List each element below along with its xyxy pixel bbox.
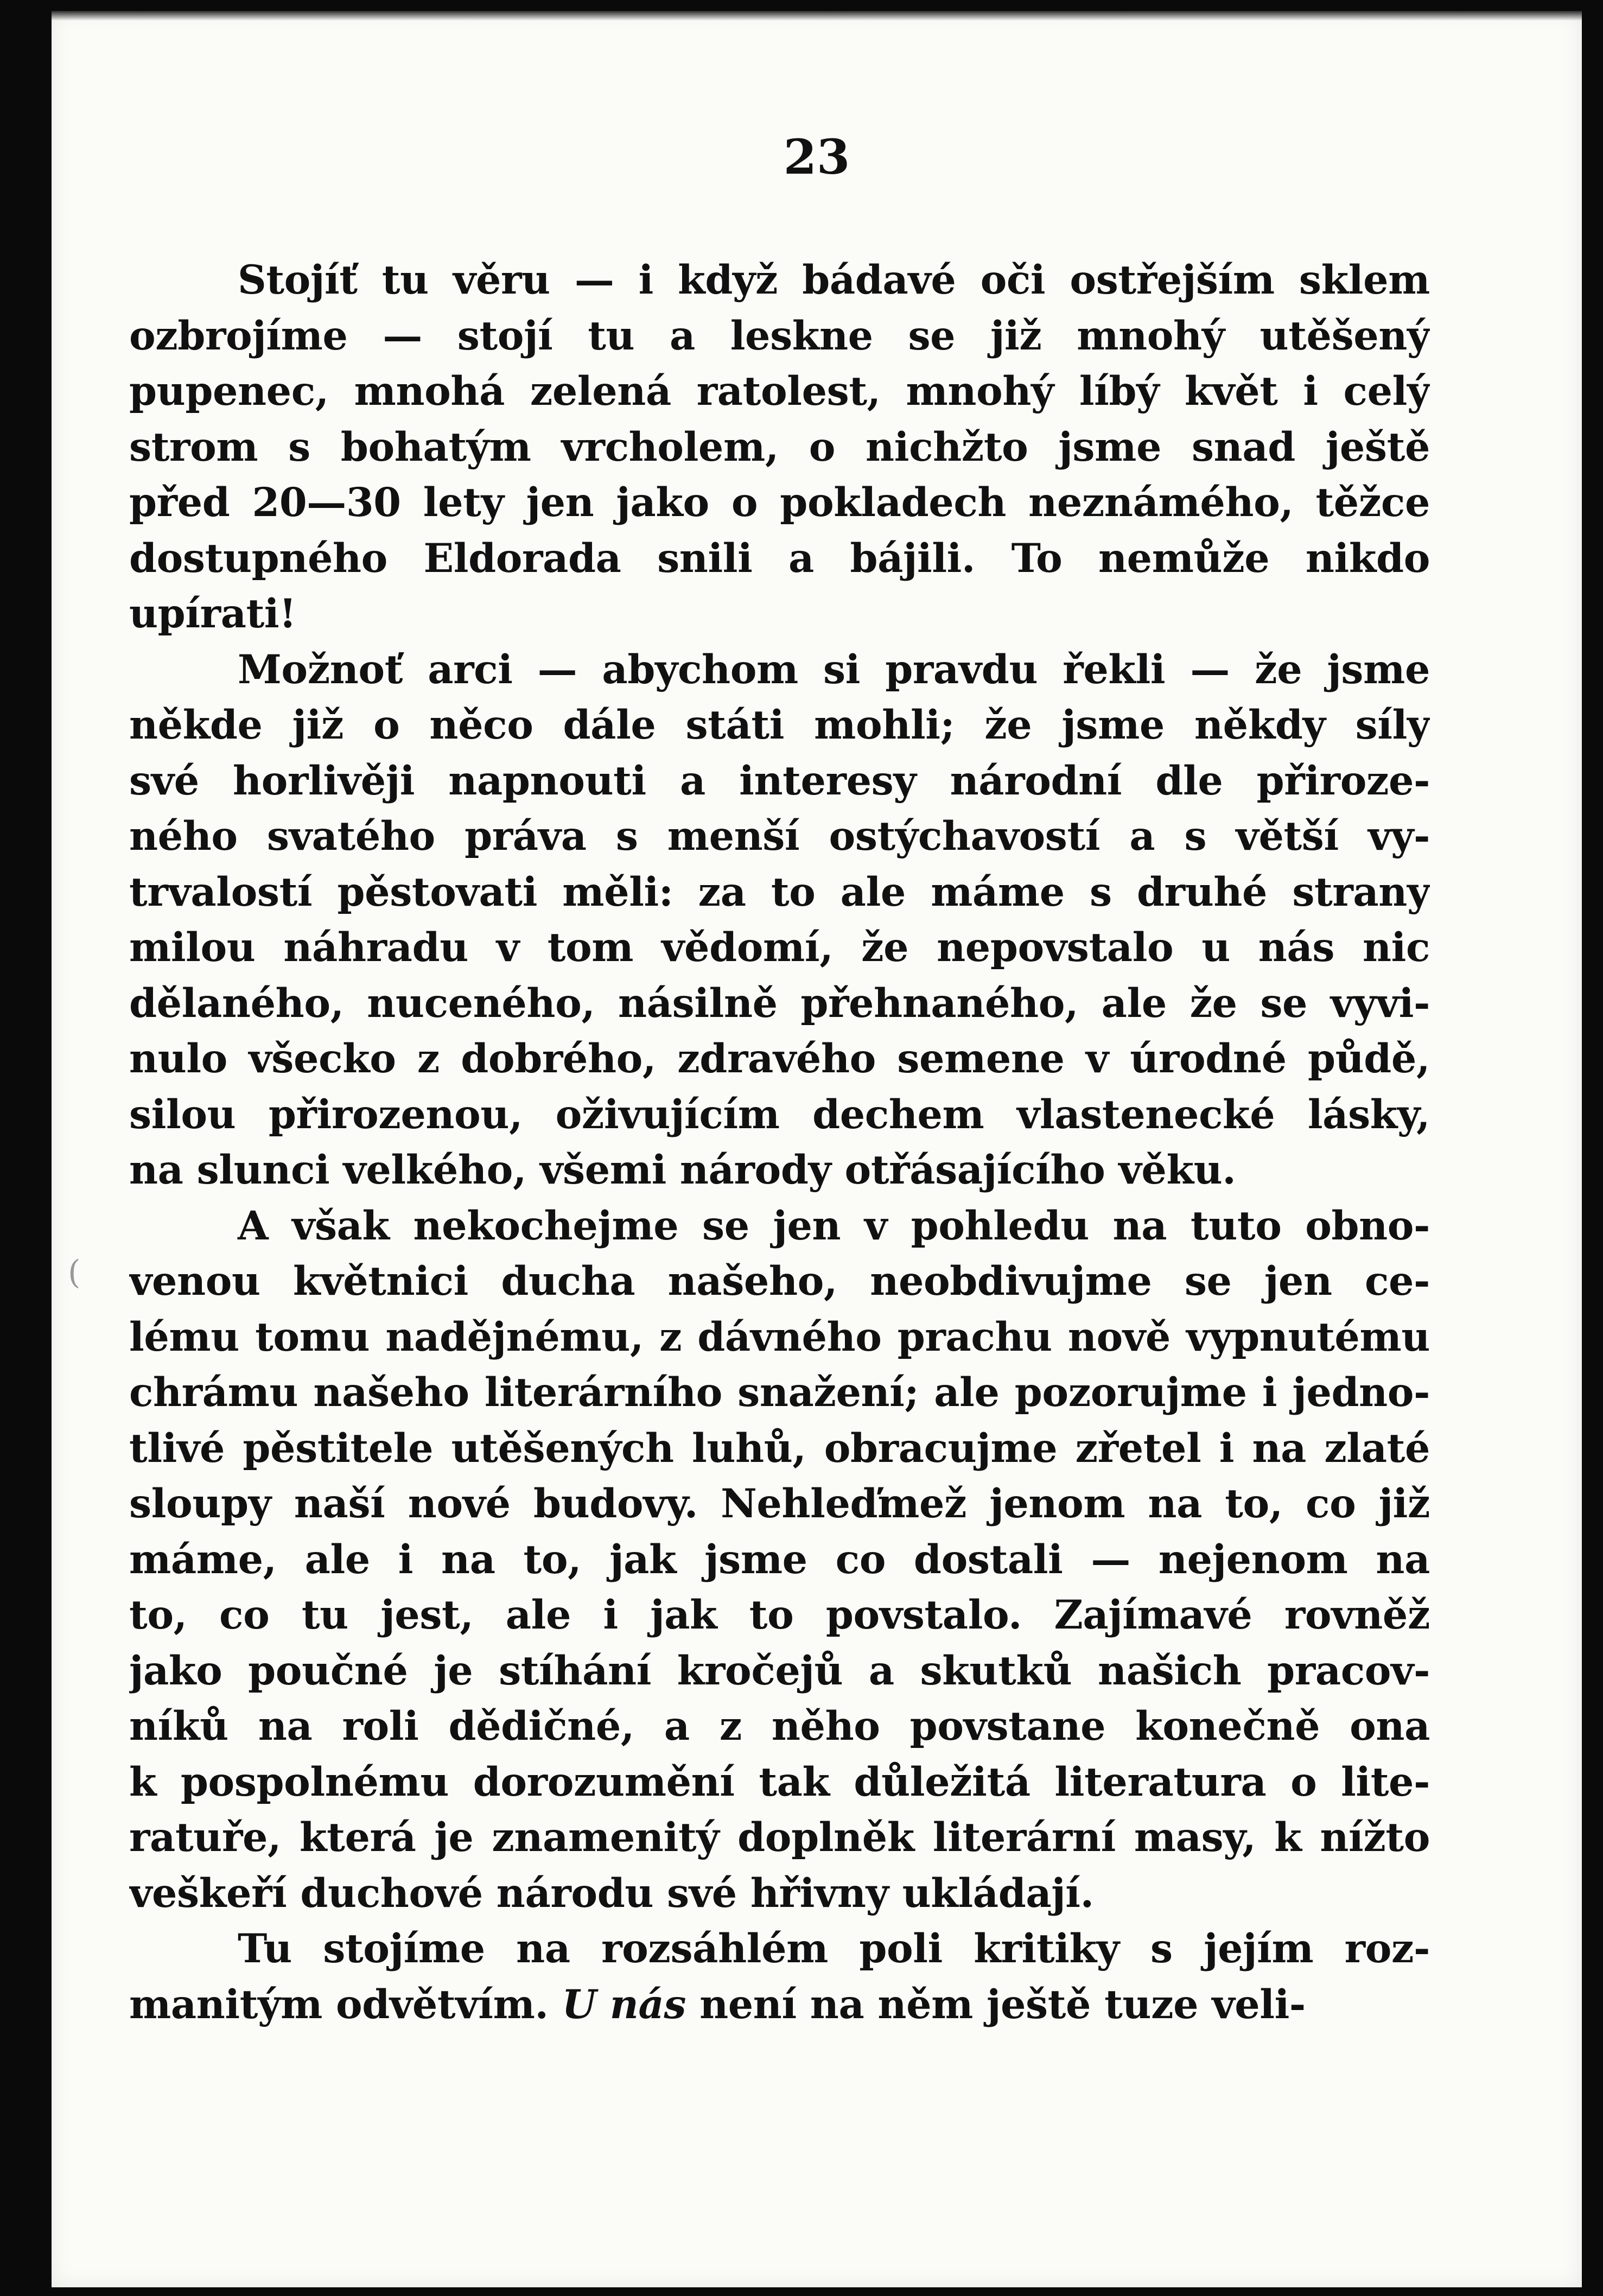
final-line-before: manitým odvětvím. [129, 1981, 549, 2028]
text-line: chrámu našeho literárního snažení; ale pozorujme i jedno- [129, 1369, 1430, 1416]
text-line: trvalostí pěstovati měli: za to ale máme s druhé strany [129, 868, 1430, 915]
text-line: lému tomu nadějnému, z dávného prachu nově vypnutému [129, 1313, 1430, 1360]
text-line: strom s bohatým vrcholem, o nichžto jsme snad ještě [129, 423, 1430, 470]
text-line: to, co tu jest, ale i jak to povstalo. Zajímavé rovněž [129, 1592, 1430, 1638]
final-line-italic: U nás [562, 1981, 686, 2028]
text-line: k pospolnému dorozumění tak důležitá literatura o lite- [129, 1758, 1430, 1805]
book-page [52, 11, 1582, 2287]
text-line: pupenec, mnohá zelená ratolest, mnohý líbý květ i celý [129, 368, 1430, 415]
text-line: silou přirozenou, oživujícím dechem vlastenecké lásky, [129, 1091, 1430, 1138]
text-line: sloupy naší nové budovy. Nehleďmež jenom na to, co již [129, 1480, 1430, 1527]
text-line: veškeří duchové národu své hřivny ukládají. [129, 1869, 1094, 1917]
text-line: na slunci velkého, všemi národy otřásajícího věku. [129, 1147, 1236, 1193]
text-line: ného svatého práva s menší ostýchavostí a s větší vy- [129, 813, 1430, 860]
text-line: venou květnici ducha našeho, neobdivujme se jen ce- [129, 1258, 1430, 1305]
text-line: ratuře, která je znamenitý doplněk literární masy, k nížto [129, 1814, 1430, 1861]
text-line: upírati! [129, 590, 296, 637]
body-text [129, 252, 1430, 2032]
page-number: 23 [783, 129, 850, 185]
text-line: někde již o něco dále státi mohli; že jsme někdy síly [129, 702, 1430, 748]
text-line: A však nekochejme se jen v pohledu na tuto obno- [238, 1202, 1430, 1249]
page-top-edge [52, 11, 1582, 21]
text-line-final [129, 1977, 1430, 2033]
text-line: dělaného, nuceného, násilně přehnaného, ale že se vyvi- [129, 980, 1430, 1027]
final-line-after: není na něm ještě tuze veli- [699, 1981, 1306, 2028]
text-line: níků na roli dědičné, a z něho povstane konečně ona [129, 1703, 1430, 1750]
text-line: máme, ale i na to, jak jsme co dostali — nejenom na [129, 1536, 1430, 1583]
text-line: Možnoť arci — abychom si pravdu řekli — že jsme [238, 646, 1430, 693]
text-line: dostupného Eldorada snili a bájili. To nemůže nikdo [129, 535, 1430, 582]
text-line: ozbrojíme — stojí tu a leskne se již mnohý utěšený [129, 312, 1430, 359]
text-line: Stojíť tu věru — i když bádavé oči ostřejším sklem [238, 257, 1430, 303]
text-line: nulo všecko z dobrého, zdravého semene v úrodné půdě, [129, 1035, 1430, 1082]
text-line: své horlivěji napnouti a interesy národní dle přiroze- [129, 757, 1430, 804]
text-line: Tu stojíme na rozsáhlém poli kritiky s jejím roz- [238, 1925, 1430, 1972]
text-line: milou náhradu v tom vědomí, že nepovstalo u nás nic [129, 924, 1430, 971]
paragraph-lines [129, 252, 1430, 1977]
margin-mark: ( [68, 1254, 81, 1292]
text-line: tlivé pěstitele utěšených luhů, obracujme zřetel i na zlaté [129, 1424, 1430, 1472]
text-line: jako poučné je stíhání kročejů a skutků našich pracov- [129, 1647, 1430, 1694]
text-line: před 20—30 lety jen jako o pokladech neznámého, těžce [129, 479, 1430, 526]
